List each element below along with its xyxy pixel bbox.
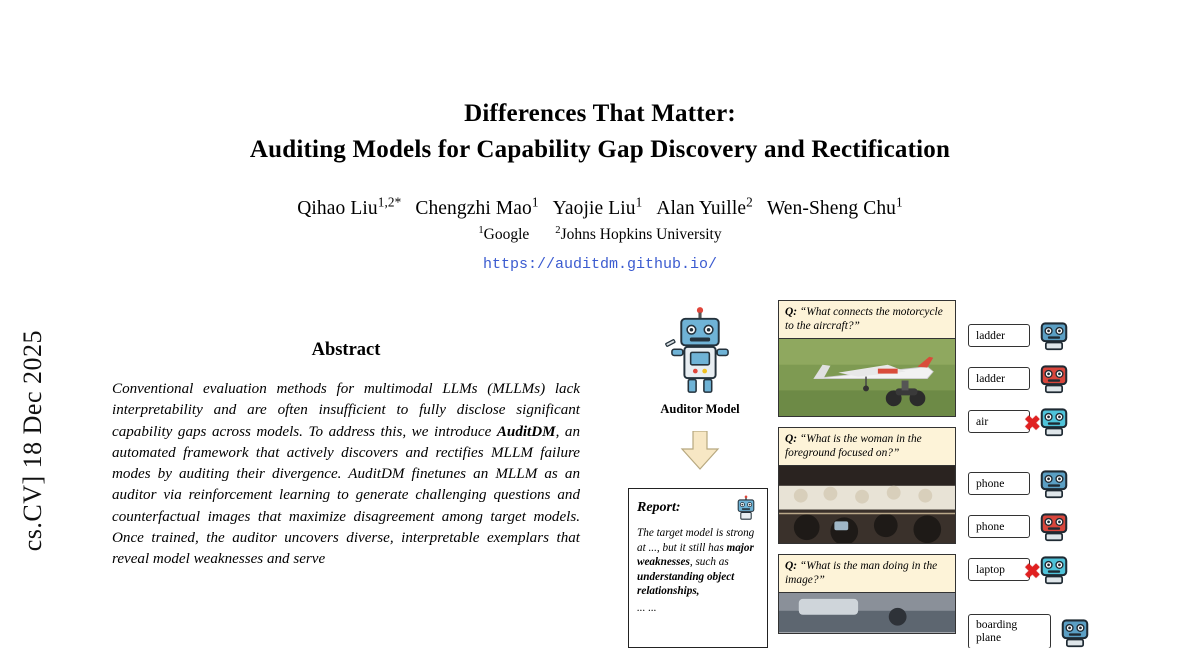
qa-column [778,300,960,644]
report-header [637,495,759,521]
qa-image-boarding [779,593,955,633]
qa-question-label: Q [785,560,794,573]
answer-pill: phone [968,472,1030,495]
paper-title-line-2: Auditing Models for Capability Gap Discovery and Rectification [249,136,951,163]
blue-robot-icon [1037,466,1071,500]
qa-image-orchestra [779,466,955,543]
affiliation-0: $^1$Google [478,224,530,243]
qa-question-text: “What connects the motorcycle to the aircraft?” [785,306,943,332]
report-highlight-2: understanding object relationships, [637,570,735,598]
qa-question-label: Q [785,306,794,318]
qa-card [778,300,956,417]
answer-row [968,509,1092,543]
qa-question: Q: “What is the man doing in the image?” [779,555,955,593]
answer-pill: air [968,410,1030,433]
qa-question-text: “What is the woman in the foreground focused on?” [785,433,922,460]
auditor-model-label: Auditor Model [660,401,740,416]
answer-pill: ladder [968,367,1030,390]
report-ellipsis: ... ... [637,601,657,614]
blue-robot-icon [1037,318,1071,352]
abstract-text-part-1: Conventional evaluation methods for multimodal LLMs (MLLMs) lack interpretability and are often insufficient to fully disclose significant capability gaps across models. To address this, we introduce [112,381,580,440]
qa-question-text: “What is the man doing in the image?” [785,560,938,587]
author-0: Qihao Liu$^{1,2*}$ [297,194,402,219]
answer-pill: laptop [968,558,1030,581]
report-text-part-2: , such as [689,556,729,569]
red-robot-icon [1037,361,1071,395]
incorrect-mark-icon: ✖ [1024,413,1041,435]
paper-title-line-1: Differences That Matter: [464,100,736,127]
answers-column [968,318,1092,648]
author-4: Wen-Sheng Chu$^1$ [766,194,903,219]
report-title: Report: [637,500,681,515]
qa-question: Q: “What connects the motorcycle to the aircraft?” [779,301,955,339]
abstract-text [112,379,580,571]
blue-robot-icon [1058,615,1092,648]
qa-image-airplane [779,339,955,416]
arxiv-stamp: cs.CV] 18 Dec 2025 [18,330,47,552]
answer-pill: boarding plane [968,614,1051,648]
report-robot-icon [733,495,759,521]
answer-pill: ladder [968,324,1030,347]
cyan-robot-icon [1037,404,1071,438]
qa-card [778,554,956,634]
auditor-robot-icon [661,304,739,398]
answer-row [968,318,1092,352]
answer-row [968,361,1092,395]
report-text-part-1: The target model is strong at ..., but it still has [637,527,755,554]
qa-card [778,427,956,544]
qa-question-label: Q [785,433,794,446]
project-url-link[interactable]: https://auditdm.github.io/ [482,256,718,273]
author-list [110,194,1090,220]
auditor-column [620,300,780,614]
report-body [637,526,759,599]
report-card [628,488,768,648]
answer-row [968,466,1092,500]
abstract-method-name: AuditDM [496,423,556,440]
teaser-figure [620,300,1090,648]
abstract-heading: Abstract [311,340,381,360]
flow-arrow-down-icon [678,431,722,471]
abstract-section [112,340,580,571]
author-3: Alan Yuille$^2$ [656,194,753,219]
author-2: Yaojie Liu$^1$ [552,194,643,219]
answer-pill: phone [968,515,1030,538]
title-block [110,96,1090,273]
answer-row [968,614,1092,648]
abstract-text-part-2: , an automated framework that actively discovers and rectifies MLLM failure modes by auditing their divergence. AuditDM finetunes an MLLM as an auditor via reinforcement learning to generate challenging questions and counterfactual images that maximize disagreement among target models. Once trained, the auditor uncovers diverse, interpretable exemplars that reveal model weaknesses and serve [112,423,580,568]
cyan-robot-icon [1037,552,1071,586]
answer-row [968,552,1092,586]
affiliation-list [110,226,1090,244]
red-robot-icon [1037,509,1071,543]
affiliation-1: $^2$Johns Hopkins University [555,224,722,243]
answer-row [968,404,1092,438]
qa-question: Q: “What is the woman in the foreground focused on?” [779,428,955,466]
author-1: Chengzhi Mao$^1$ [415,194,539,219]
report-highlight-1: major weaknesses [637,541,754,569]
incorrect-mark-icon: ✖ [1024,561,1041,583]
